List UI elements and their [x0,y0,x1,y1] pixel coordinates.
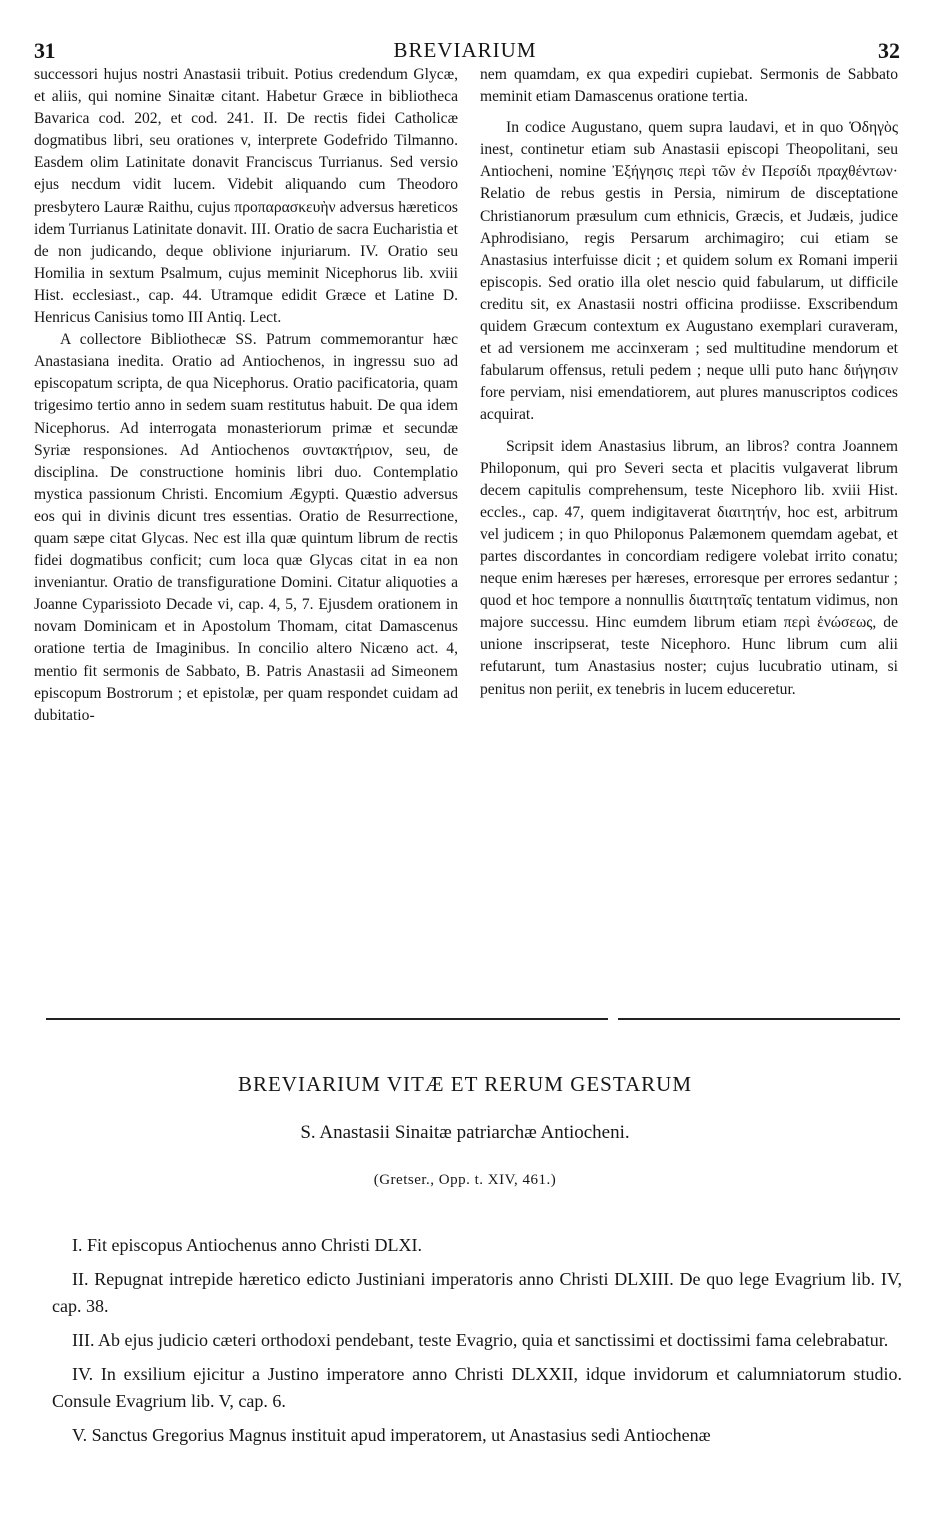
page-number-right: 32 [878,38,900,63]
right-paragraph-1: nem quamdam, ex qua expediri cupiebat. Sermonis de Sabbato meminit etiam Damascenus oratione tertia. [480,66,898,106]
running-header [30,38,900,64]
right-paragraph-2: In codice Augustano, quem supra laudavi, et in quo Ὁδηγὸς inest, continetur etiam sub Anastasii episcopi Theopolitani, seu Antiocheni, nomine Ἐξήγησις περὶ τῶν ἐν Περσίδι πραχθέντων· Relatio de rebus gestis in Persia, nimirum de disceptatione Christianorum præsulum cum ethnicis, Græcis, et Judæis, judice Aphrodisiano, regis Persarum archimagiro; cui etiam se Anastasius interfuisse dicit ; et quidem solum ex Romani imperii episcopis. Sed oratio illa olet nescio quid fabularum, ut difficile creditu sit, ex Anastasii nostri officina prodiisse. Exscribendum quidem Græcum contextum ex Augustano exemplari curaveram, et ad versionem me accinxeram ; sed multitudine mendorum et fabularum offensus, retuli pedem ; neque ulli puto hanc διήγησιν fore perviam, nisi emendatiorem, aut plures manuscriptos codices acquirat. [480,119,898,424]
item-3: III. Ab ejus judicio cæteri orthodoxi pendebant, teste Evagrio, quia et sanctissimi et doctissimi fama celebrabatur. [72,1330,889,1350]
left-paragraph-2: A collectore Bibliothecæ SS. Patrum commemorantur hæc Anastasiana inedita. Oratio ad Antiochenos, in ingressu suo ad episcopatum scripta, de qua Nicephorus. Oratio pacificatoria, quam trigesimo tertio anno in sedem suam restitutus habuit. De qua idem Nicephorus. Ad interrogata monasteriorum primæ et secundæ Syriæ responsiones. Ad Antiochenos συντακτήριον, seu, de disciplina. De constructione hominis libri duo. Contemplatio mystica passionum Christi. Encomium Ægypti. Quæstio adversus eos qui in divinis dicunt tres essentias. Oratio de Resurrectione, quam sæpe citat Glycas. Nec est illa quæ quintum librum de rectis fidei dogmatibus conficit; cum loca quæ Glycas citat in ea non inveniantur. Oratio de transfiguratione Domini. Citatur aliquoties a Joanne Cyparissioto Decade vi, cap. 4, 5, 7. Ejusdem orationem in novam Dominicam et in Apostolum Thomam, citat Damascenus oratione tertia de Imaginibus. In concilio altero Nicæno act. 4, mentio fit sermonis de Sabbato, B. Patris Anastasii ad Simeonem episcopum Bostrorum ; et epistolæ, per quam respondet cuidam ad dubitatio- [34,331,458,724]
right-paragraph-3: Scripsit idem Anastasius librum, an libros? contra Joannem Philoponum, qui pro Severi secta et placitis vulgaverat librum decem capitulis comprehensum, teste Nicephoro lib. xviii Hist. eccles., cap. 47, quem indigitaverat διαιτητήν, hoc est, arbitrum vel judicem ; in quo Philoponus Palæmonem quemdam agebat, et partes discordantes in concordiam redigere volebat irrito conatu; neque enim hæreses per hæreses, erroresque per errores sedantur ; quod et hoc tempore a nonnullis διαιτηταῖς tentatum vidimus, non majore successu. Hinc eumdem librum etiam περὶ ἑνώσεως, de unione inscripserat, teste Nicephoro. Hunc librum cum alii refutarunt, tum Anastasius noster; cujus lucubratio utinam, si penitus non periit, ex tenebris in lucem educeretur. [480,437,898,698]
running-title: BREVIARIUM [393,38,537,62]
section-reference: (Gretser., Opp. t. XIV, 461.) [373,1172,557,1188]
section-subtitle: S. Anastasii Sinaitæ patriarchæ Antiocheni. [300,1122,630,1143]
item-5: V. Sanctus Gregorius Magnus instituit apud imperatorem, ut Anastasius sedi Antiochenæ [72,1425,711,1445]
left-paragraph-1: successori hujus nostri Anastasii tribuit. Potius credendum Glycæ, et aliis, qui nomine Sinaitæ citant. Habetur Græce in bibliotheca Bavarica cod. 202, et cod. 241. II. De rectis fidei Catholicæ dogmatibus libri, seu orationes v, interprete Godefrido Tilmanno. Easdem olim Latinitate donavit Franciscus Turrianus. Sed versio ejus necdum vidit lucem. Videbit aliquando cum Theodoro presbytero Lauræ Raithu, cujus προπαρασκευὴν adversus hæreticos idem Turrianus Latinitate donavit. III. Oratio de sacra Eucharistia et de non judicando, deque oblivione injuriarum. IV. Oratio seu Homilia in sextum Psalmum, cujus meminit Nicephorus lib. xviii Hist. ecclesiast., cap. 44. Utramque edidit Græce et Latine D. Henricus Canisius tomo III Antiq. Lect. [34,66,458,327]
page-number-left: 31 [34,38,55,63]
right-column [480,64,898,701]
item-4: IV. In exsilium ejicitur a Justino imperatore anno Christi DLXXII, idque invidorum et calumniatorum studio. Consule Evagrium lib. V, cap. 6. [52,1364,902,1411]
item-2: II. Repugnat intrepide hæretico edicto Justiniani imperatoris anno Christi DLXIII. De quo lege Evagrium lib. IV, cap. 38. [52,1269,902,1316]
left-column [34,64,458,727]
item-1: I. Fit episcopus Antiochenus anno Christi DLXI. [72,1235,422,1255]
section-title: BREVIARIUM VITÆ ET RERUM GESTARUM [237,1072,693,1096]
section-divider-left [46,1018,608,1020]
breviarium-items [52,1232,902,1456]
section-divider-right [618,1018,900,1020]
